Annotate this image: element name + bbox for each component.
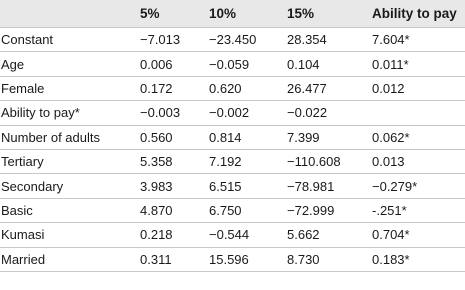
table-cell: −0.022 [287,105,328,121]
table-row [0,223,465,247]
table-cell: 26.477 [287,80,327,96]
table-cell: 0.012 [372,80,405,96]
table-cell: 0.011* [372,56,409,72]
table-cell: −0.544 [209,227,250,243]
table-row [0,77,465,101]
table-cell: 28.354 [287,32,327,48]
table-row [0,101,465,125]
table-cell: 5.358 [140,154,173,170]
table-cell: 0.006 [140,56,173,72]
table-cell: 6.515 [209,178,242,194]
row-label: Tertiary [1,154,44,170]
table-row [0,174,465,198]
table-row [0,126,465,150]
table-cell: −0.279* [372,178,418,194]
table-cell: 0.062* [372,129,410,145]
table-cell: 15.596 [209,251,249,267]
table-row [0,248,465,272]
table-row [0,52,465,76]
row-label: Constant [1,32,54,48]
header-cell-15pct: 15% [287,6,315,21]
table-row [0,150,465,174]
table-cell: −23.450 [209,32,257,48]
table-cell: −7.013 [140,32,181,48]
table-header-row [0,0,465,28]
table-cell: 6.750 [209,202,242,218]
table-cell: 0.560 [140,129,173,145]
row-label: Age [1,56,25,72]
table-cell: 0.704* [372,227,410,243]
table-cell: −110.608 [287,154,341,170]
table-cell: 0.013 [372,154,405,170]
table-cell: 5.662 [287,227,320,243]
table-cell: 8.730 [287,251,320,267]
table-cell: -.251* [372,202,407,218]
table-cell: 0.311 [140,251,172,267]
header-cell-5pct: 5% [140,6,160,21]
table-cell: 3.983 [140,178,173,194]
table-cell: −0.002 [209,105,250,121]
table-cell: −0.003 [140,105,181,121]
table-cell: 7.192 [209,154,242,170]
row-label: Ability to pay* [1,105,80,121]
table-cell: 4.870 [140,202,173,218]
table-cell: 0.104 [287,56,320,72]
table-cell: −0.059 [209,56,250,72]
header-cell-10pct: 10% [209,6,237,21]
table-cell: −72.999 [287,202,335,218]
row-label: Kumasi [1,227,45,243]
table-row [0,28,465,52]
row-label: Number of adults [1,129,100,145]
table-row [0,199,465,223]
table-cell: 0.183* [372,251,410,267]
row-label: Female [1,80,45,96]
table-cell: 7.604* [372,32,410,48]
table-cell: 0.218 [140,227,173,243]
row-label: Basic [1,202,33,218]
table-cell: 7.399 [287,129,320,145]
header-cell-ability-to-pay: Ability to pay [372,6,457,21]
table-cell: 0.172 [140,80,173,96]
row-label: Secondary [1,178,64,194]
table-cell: 0.620 [209,80,242,96]
row-label: Married [1,251,46,267]
table-cell: −78.981 [287,178,335,194]
table-cell: 0.814 [209,129,242,145]
